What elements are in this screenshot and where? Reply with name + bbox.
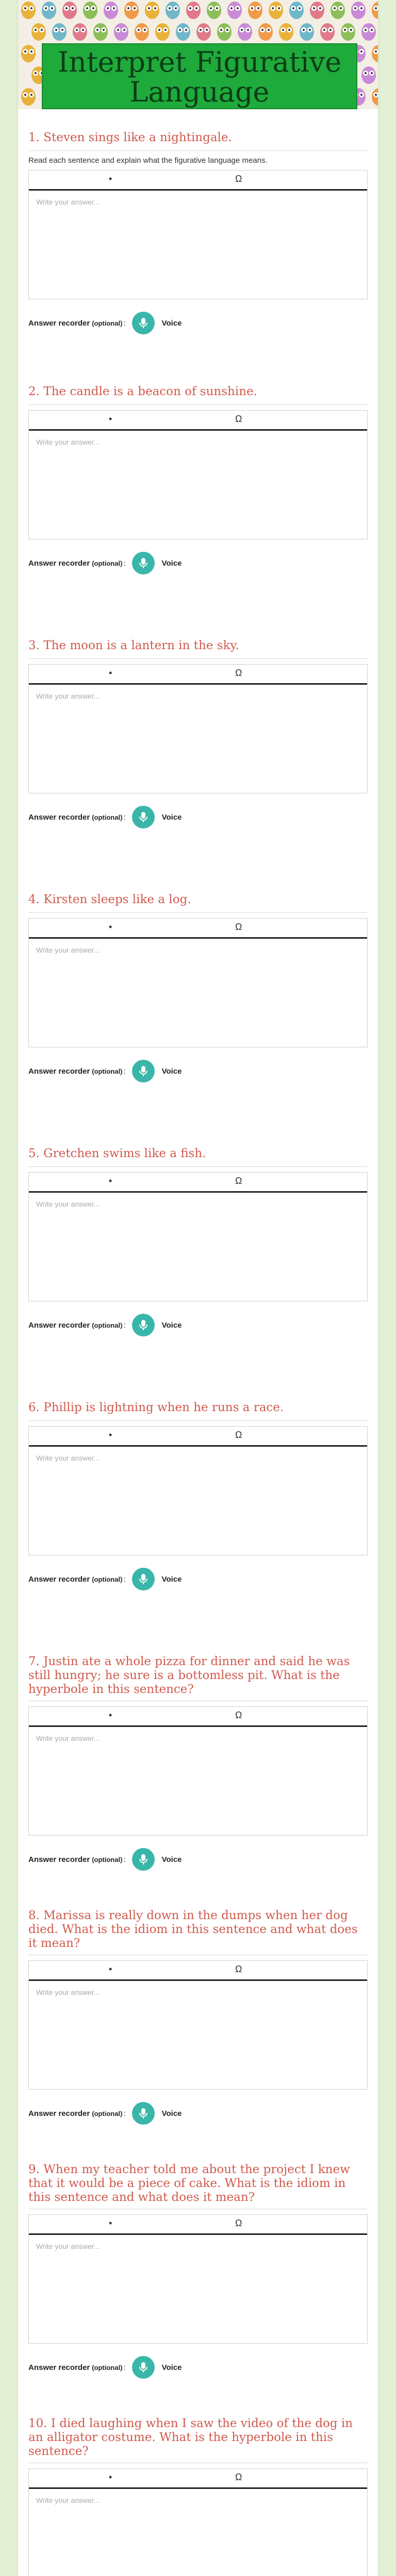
owl-pupil (144, 29, 146, 31)
owl-pupil (375, 50, 377, 53)
owl-pupil (138, 29, 140, 31)
owl-pupil (278, 7, 280, 9)
divider (28, 404, 368, 405)
owl-pupil (226, 29, 228, 31)
worksheet-page (16, 0, 380, 2576)
answer-recorder (28, 312, 368, 334)
owl-decoration (269, 2, 283, 19)
answer-editor (28, 170, 368, 299)
recorder-colon: : (123, 1855, 126, 1864)
owl-decoration (135, 23, 149, 41)
owl-decoration (124, 2, 139, 19)
owl-decoration (258, 23, 273, 41)
owl-pupil (360, 50, 362, 53)
title-line-2: Language (129, 76, 270, 108)
question-block-8 (18, 1887, 378, 2141)
recorder-label: Answer recorder (28, 1574, 90, 1584)
answer-textarea[interactable]: Write your answer... (36, 2496, 100, 2504)
special-characters-button[interactable]: Ω (235, 1710, 242, 1720)
recorder-colon: : (123, 2109, 126, 2118)
owl-pupil (299, 7, 301, 9)
header-banner (18, 0, 378, 109)
owl-pupil (282, 29, 284, 31)
owl-pupil (365, 72, 367, 74)
owl-decoration (310, 2, 324, 19)
answer-textarea[interactable]: Write your answer... (36, 2242, 100, 2250)
owl-pupil (237, 7, 239, 9)
owl-decoration (217, 23, 232, 41)
owl-pupil (272, 7, 274, 9)
question-block-3 (18, 617, 378, 871)
recorder-colon: : (123, 2363, 126, 2372)
question-list (18, 109, 378, 2576)
owl-pupil (329, 29, 332, 31)
answer-editor (28, 918, 368, 1047)
record-button[interactable] (132, 1314, 155, 1336)
editor-toolbar (29, 2215, 367, 2235)
owl-pupil (30, 94, 32, 96)
owl-pupil (241, 29, 243, 31)
question-block-9 (18, 2141, 378, 2395)
answer-textarea[interactable]: Write your answer... (36, 1734, 100, 1742)
bullet-list-button[interactable]: • (109, 1710, 112, 1720)
recorder-label: Answer recorder (28, 1320, 90, 1330)
owl-decoration (227, 2, 242, 19)
record-button[interactable] (132, 552, 155, 574)
microphone-icon (139, 2108, 147, 2119)
question-block-10 (18, 2395, 378, 2576)
owl-decoration (279, 23, 293, 41)
owl-pupil (117, 29, 119, 31)
owl-pupil (24, 7, 26, 9)
microphone-icon (139, 317, 147, 329)
question-text: 3. The moon is a lantern in the sky. (28, 639, 239, 652)
editor-toolbar (29, 411, 367, 431)
owl-pupil (107, 7, 109, 9)
owl-decoration (21, 45, 36, 62)
owl-pupil (210, 7, 212, 9)
bullet-list-button[interactable]: • (109, 668, 112, 678)
owl-decoration (351, 2, 366, 19)
owl-pupil (334, 7, 336, 9)
owl-decoration (21, 2, 36, 19)
owl-pupil (247, 29, 249, 31)
owl-pupil (303, 29, 305, 31)
owl-pupil (375, 7, 377, 9)
editor-toolbar (29, 2469, 367, 2489)
owl-pupil (354, 7, 356, 9)
bullet-list-button[interactable]: • (109, 1964, 112, 1974)
owl-pupil (185, 29, 187, 31)
record-button[interactable] (132, 1060, 155, 1082)
owl-pupil (230, 7, 233, 9)
divider (28, 1420, 368, 1421)
editor-toolbar (29, 1961, 367, 1981)
answer-editor (28, 1172, 368, 1301)
voice-label: Voice (161, 318, 182, 328)
owl-decoration (248, 2, 262, 19)
question-block-7 (18, 1633, 378, 1887)
editor-toolbar (29, 1173, 367, 1193)
record-button[interactable] (132, 1568, 155, 1590)
owl-pupil (65, 7, 68, 9)
voice-label: Voice (161, 1320, 182, 1330)
owl-decoration (300, 23, 314, 41)
owl-pupil (92, 7, 94, 9)
recorder-optional: (optional) (92, 813, 123, 821)
owl-decoration (341, 23, 355, 41)
voice-label: Voice (161, 1574, 182, 1584)
special-characters-button[interactable]: Ω (235, 922, 242, 932)
owl-pupil (292, 7, 294, 9)
owl-decoration (176, 23, 190, 41)
record-button[interactable] (132, 806, 155, 828)
owl-decoration (289, 2, 304, 19)
owl-decoration (104, 2, 118, 19)
owl-pupil (268, 29, 270, 31)
owl-pupil (371, 72, 373, 74)
special-characters-button[interactable]: Ω (235, 2218, 242, 2228)
owl-pupil (360, 94, 362, 96)
recorder-label: Answer recorder (28, 1066, 90, 1076)
bullet-list-button[interactable]: • (109, 1176, 112, 1186)
bullet-list-button[interactable]: • (109, 414, 112, 424)
owl-pupil (220, 29, 222, 31)
answer-editor (28, 1426, 368, 1555)
bullet-list-button[interactable]: • (109, 1430, 112, 1440)
recorder-optional: (optional) (92, 559, 123, 567)
owl-pupil (148, 7, 150, 9)
recorder-colon: : (123, 1066, 126, 1076)
owl-decoration (114, 23, 128, 41)
recorder-optional: (optional) (92, 2109, 123, 2117)
owl-decoration (52, 23, 67, 41)
owl-decoration (83, 2, 97, 19)
recorder-optional: (optional) (92, 319, 123, 327)
microphone-icon (139, 2362, 147, 2373)
owl-decoration (361, 66, 376, 84)
divider (28, 1166, 368, 1167)
owl-pupil (127, 7, 129, 9)
answer-editor (28, 2214, 368, 2344)
owl-pupil (30, 50, 32, 53)
instruction-text: Read each sentence and explain what the figurative language means. (28, 156, 268, 165)
question-text: 1. Steven sings like a nightingale. (28, 131, 232, 144)
voice-label: Voice (161, 1066, 182, 1076)
microphone-icon (139, 1854, 147, 1865)
owl-pupil (375, 94, 377, 96)
owl-pupil (51, 7, 53, 9)
owl-pupil (261, 29, 263, 31)
editor-toolbar (29, 665, 367, 685)
microphone-icon (139, 811, 147, 823)
owl-pupil (251, 7, 253, 9)
title-line-1: Interpret Figurative (57, 46, 342, 78)
owl-pupil (257, 7, 259, 9)
question-block-5 (18, 1125, 378, 1379)
recorder-colon: : (123, 1320, 126, 1330)
answer-editor (28, 1706, 368, 1836)
voice-label: Voice (161, 812, 182, 822)
voice-label: Voice (161, 2109, 182, 2118)
owl-pupil (360, 7, 362, 9)
voice-label: Voice (161, 2363, 182, 2372)
recorder-colon: : (123, 558, 126, 568)
bullet-list-button[interactable]: • (109, 2218, 112, 2228)
question-text: 5. Gretchen swims like a fish. (28, 1147, 206, 1160)
answer-textarea[interactable]: Write your answer... (36, 692, 100, 700)
answer-textarea[interactable]: Write your answer... (36, 1988, 100, 1996)
record-button[interactable] (132, 2356, 155, 2379)
question-block-1 (18, 109, 378, 363)
recorder-optional: (optional) (92, 2363, 123, 2371)
owl-decoration (238, 23, 252, 41)
recorder-colon: : (123, 812, 126, 822)
owl-decoration (207, 2, 221, 19)
owl-pupil (30, 7, 32, 9)
owl-pupil (365, 29, 367, 31)
owl-pupil (86, 7, 88, 9)
owl-decoration (320, 23, 335, 41)
owl-pupil (55, 29, 57, 31)
answer-textarea[interactable]: Write your answer... (36, 946, 100, 954)
question-block-4 (18, 871, 378, 1125)
page-title (42, 43, 357, 109)
special-characters-button[interactable]: Ω (235, 1176, 242, 1186)
answer-textarea[interactable]: Write your answer... (36, 198, 100, 206)
question-text: 4. Kirsten sleeps like a log. (28, 893, 191, 906)
record-button[interactable] (132, 312, 155, 334)
record-button[interactable] (132, 2102, 155, 2125)
owl-pupil (189, 7, 191, 9)
owl-decoration (93, 23, 108, 41)
answer-recorder (28, 1314, 368, 1336)
voice-label: Voice (161, 1855, 182, 1864)
bullet-list-button[interactable]: • (109, 174, 112, 184)
answer-editor (28, 2468, 368, 2576)
answer-recorder (28, 806, 368, 828)
recorder-colon: : (123, 1574, 126, 1584)
microphone-icon (139, 557, 147, 569)
owl-pupil (288, 29, 290, 31)
owl-decoration (331, 2, 345, 19)
owl-pupil (340, 7, 342, 9)
owl-pupil (154, 7, 156, 9)
owl-decoration (361, 23, 376, 41)
owl-decoration (145, 2, 159, 19)
answer-recorder (28, 1848, 368, 1871)
owl-decoration (73, 23, 87, 41)
answer-editor (28, 1960, 368, 2090)
owl-pupil (313, 7, 315, 9)
special-characters-button[interactable]: Ω (235, 2472, 242, 2482)
microphone-icon (139, 1319, 147, 1331)
microphone-icon (139, 1065, 147, 1077)
recorder-label: Answer recorder (28, 812, 90, 822)
owl-pupil (72, 7, 74, 9)
owl-pupil (179, 29, 181, 31)
owl-pupil (35, 72, 37, 74)
owl-pupil (195, 7, 197, 9)
owl-pupil (371, 29, 373, 31)
bullet-list-button[interactable]: • (109, 2472, 112, 2482)
question-text: 10. I died laughing when I saw the video of the dog in an alligator costume. What is the hyperbole in this sentence? (28, 2417, 353, 2458)
owl-pupil (200, 29, 202, 31)
owl-decoration (42, 2, 56, 19)
question-block-6 (18, 1379, 378, 1633)
owl-pupil (323, 29, 325, 31)
editor-toolbar (29, 1427, 367, 1447)
owl-decoration (166, 2, 180, 19)
question-block-2 (18, 363, 378, 617)
owl-pupil (169, 7, 171, 9)
answer-editor (28, 664, 368, 793)
editor-toolbar (29, 1707, 367, 1727)
question-text: 2. The candle is a beacon of sunshine. (28, 385, 257, 398)
owl-pupil (103, 29, 105, 31)
recorder-optional: (optional) (92, 1321, 123, 1329)
recorder-label: Answer recorder (28, 1855, 90, 1864)
owl-pupil (175, 7, 177, 9)
special-characters-button[interactable]: Ω (235, 1964, 242, 1974)
question-text: 9. When my teacher told me about the project I knew that it would be a piece of cake. What is the idiom in this sentence and what does it mean? (28, 2163, 350, 2204)
answer-recorder (28, 552, 368, 574)
answer-recorder (28, 2102, 368, 2125)
owl-pupil (164, 29, 167, 31)
divider (28, 150, 368, 151)
answer-textarea[interactable]: Write your answer... (36, 1454, 100, 1462)
answer-recorder (28, 1568, 368, 1590)
answer-recorder (28, 2356, 368, 2379)
owl-decoration (62, 2, 77, 19)
answer-textarea[interactable]: Write your answer... (36, 438, 100, 446)
owl-pupil (61, 29, 63, 31)
answer-recorder (28, 1060, 368, 1082)
editor-toolbar (29, 919, 367, 939)
owl-pupil (45, 7, 47, 9)
owl-pupil (113, 7, 115, 9)
owl-pupil (35, 29, 37, 31)
owl-pupil (134, 7, 136, 9)
owl-pupil (350, 29, 352, 31)
editor-toolbar (29, 171, 367, 191)
owl-pupil (158, 29, 160, 31)
microphone-icon (139, 1573, 147, 1585)
recorder-optional: (optional) (92, 1067, 123, 1075)
owl-decoration (155, 23, 170, 41)
owl-pupil (82, 29, 84, 31)
question-text: 8. Marissa is really down in the dumps when her dog died. What is the idiom in this sentence and what does it mean? (28, 1909, 358, 1950)
recorder-label: Answer recorder (28, 2109, 90, 2118)
question-text: 7. Justin ate a whole pizza for dinner and said he was still hungry; he sure is a bottomless pit. What is the hyperbole in this sentence? (28, 1655, 350, 1696)
answer-textarea[interactable]: Write your answer... (36, 1200, 100, 1208)
owl-pupil (24, 50, 26, 53)
divider (28, 912, 368, 913)
owl-pupil (319, 7, 321, 9)
owl-pupil (24, 94, 26, 96)
owl-pupil (123, 29, 125, 31)
owl-pupil (206, 29, 208, 31)
recorder-label: Answer recorder (28, 318, 90, 328)
recorder-optional: (optional) (92, 1575, 123, 1583)
owl-decoration (21, 88, 36, 106)
special-characters-button[interactable]: Ω (235, 1430, 242, 1440)
recorder-optional: (optional) (92, 1855, 123, 1863)
owl-decoration (186, 2, 201, 19)
special-characters-button[interactable]: Ω (235, 414, 242, 424)
special-characters-button[interactable]: Ω (235, 668, 242, 678)
owl-pupil (309, 29, 311, 31)
voice-label: Voice (161, 558, 182, 568)
owl-decoration (196, 23, 211, 41)
record-button[interactable] (132, 1848, 155, 1871)
owl-pupil (96, 29, 98, 31)
bullet-list-button[interactable]: • (109, 922, 112, 932)
divider (28, 658, 368, 659)
recorder-label: Answer recorder (28, 2363, 90, 2372)
recorder-colon: : (123, 318, 126, 328)
recorder-label: Answer recorder (28, 558, 90, 568)
question-text: 6. Phillip is lightning when he runs a race. (28, 1401, 284, 1414)
owl-pupil (41, 29, 43, 31)
owl-pupil (344, 29, 346, 31)
special-characters-button[interactable]: Ω (235, 174, 242, 184)
owl-pupil (76, 29, 78, 31)
owl-decoration (31, 23, 46, 41)
owl-pupil (216, 7, 218, 9)
answer-editor (28, 410, 368, 539)
